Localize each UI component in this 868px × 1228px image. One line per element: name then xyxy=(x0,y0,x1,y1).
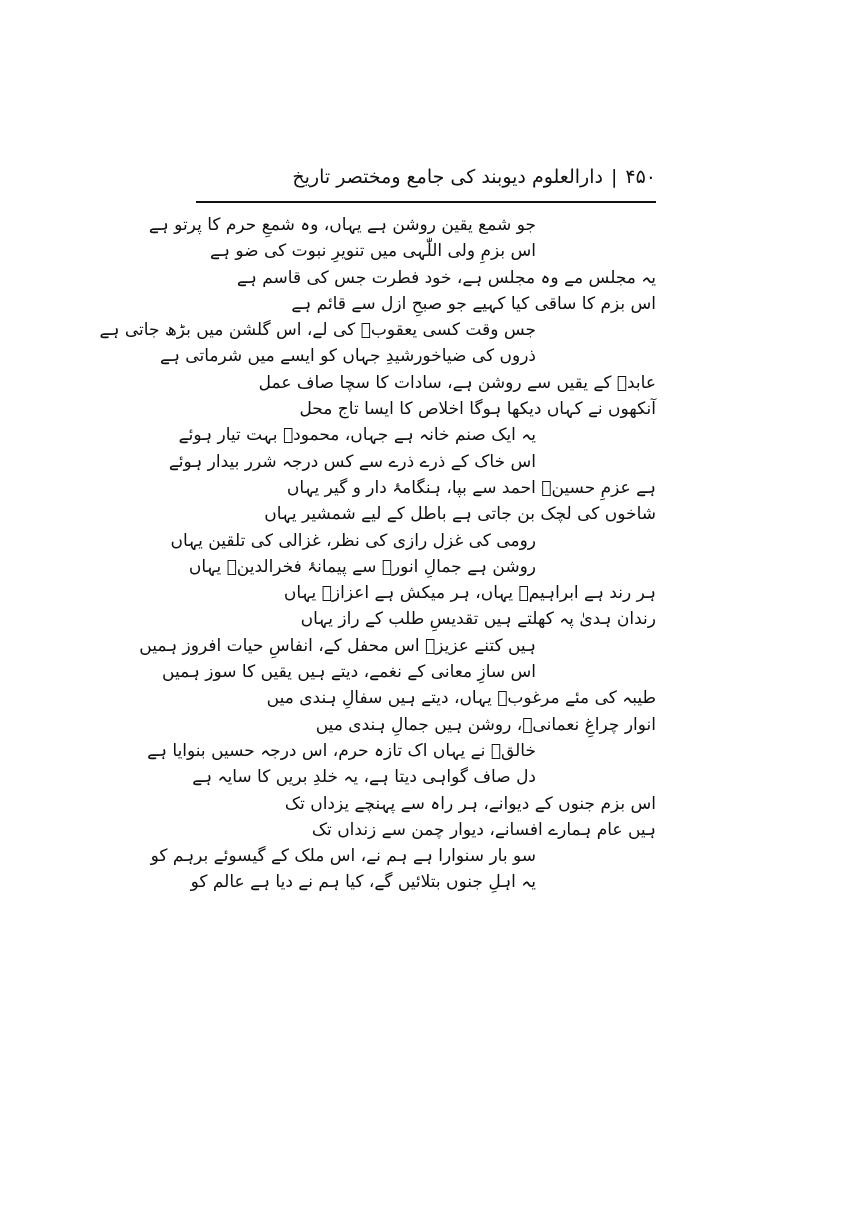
verse-line: یہ ایک صنم خانہ ہے جہاں، محمودؔ بہت تیار ہوئے xyxy=(178,425,536,446)
stanza xyxy=(139,633,656,686)
verse-line: دل صاف گواہی دیتا ہے، یہ خلدِ بریں کا سایہ ہے xyxy=(192,767,536,788)
verse-line: عابدؔ کے یقیں سے روشن ہے، سادات کا سچا صاف عمل xyxy=(258,372,656,393)
verse-line: اس سازِ معانی کے نغمے، دیتے ہیں یقیں کا سوز ہمیں xyxy=(162,662,536,683)
verse-line: یہ اہلِ جنوں بتلائیں گے، کیا ہم نے دیا ہے عالم کو xyxy=(190,872,536,893)
verse-line: اس خاک کے ذرے ذرے سے کس درجہ شرر بیدار ہوئے xyxy=(168,451,536,472)
running-title: دارالعلوم دیوبند کی جامع ومختصر تاریخ xyxy=(292,166,603,188)
stanza xyxy=(196,370,656,423)
verse-line: انوار چراغِ نعمانیؔ، روشن ہیں جمالِ ہندی میں xyxy=(315,714,656,735)
verse-line: اس بزم جنوں کے دیوانے، ہر راہ سے پہنچے یزداں تک xyxy=(284,793,656,814)
verse-line: طیبہ کی مئے مرغوبؔ یہاں، دیتے ہیں سفالِ ہندی میں xyxy=(266,688,656,709)
verse-line: رندان ہدیٰ پہ کھلتے ہیں تقدیسِ طلب کے راز یہاں xyxy=(300,609,656,630)
verse-line: ہر رند ہے ابراہیمؔ یہاں، ہر میکش ہے اعزازؔ یہاں xyxy=(283,583,656,604)
poem-body xyxy=(99,212,656,896)
verse-line: ہے عزمِ حسینؔ احمد سے بپا، ہنگامۂ دار و گیر یہاں xyxy=(286,477,656,498)
page-number: ۴۵۰ xyxy=(625,166,656,188)
stanza xyxy=(170,528,656,581)
verse-line: جو شمع یقین روشن ہے یہاں، وہ شمعِ حرم کا پرتو ہے xyxy=(148,215,536,235)
verse-line: روشن ہے جمالِ انورؔ سے پیمانۂ فخرالدینؔ یہاں xyxy=(188,556,536,577)
stanza xyxy=(148,212,656,265)
verse-line: اس بزم کا ساقی کیا کہیے جو صبحِ ازل سے قائم ہے xyxy=(291,293,656,314)
header-rule xyxy=(196,201,656,203)
stanza xyxy=(99,317,656,370)
verse-line: ہیں کتنے عزیزؔ اس محفل کے، انفاسِ حیات افروز ہمیں xyxy=(139,635,536,656)
verse-line: خالقؔ نے یہاں اک تازہ حرم، اس درجہ حسیں بنوایا ہے xyxy=(147,740,536,761)
stanza xyxy=(196,791,656,844)
stanza xyxy=(150,843,656,896)
stanza xyxy=(196,265,656,318)
stanza xyxy=(196,580,656,633)
stanza xyxy=(196,475,656,528)
verse-line: سو بار سنوارا ہے ہم نے، اس ملک کے گیسوئے برہم کو xyxy=(150,846,536,867)
verse-line: شاخوں کی لچک بن جاتی ہے باطل کے لیے شمشیر یہاں xyxy=(264,504,656,525)
stanza xyxy=(147,738,656,791)
verse-line: یہ مجلس مے وہ مجلس ہے، خود فطرت جس کی قاسم ہے xyxy=(236,267,656,288)
stanza xyxy=(196,685,656,738)
verse-line: اس بزمِ ولی اللّٰہی میں تنویرِ نبوت کی ضو ہے xyxy=(210,241,536,262)
verse-line: ذروں کی ضیاخورشیدِ جہاں کو ایسے میں شرماتی ہے xyxy=(159,346,536,367)
verse-line: ہیں عام ہمارے افسانے، دیوار چمن سے زنداں تک xyxy=(311,819,656,840)
verse-line: آنکھوں نے کہاں دیکھا ہوگا اخلاص کا ایسا تاج محل xyxy=(299,399,656,420)
verse-line: رومی کی غزل رازی کی نظر، غزالی کی تلقین یہاں xyxy=(170,530,536,551)
running-header xyxy=(196,160,656,194)
header-separator: | xyxy=(610,166,618,188)
stanza xyxy=(168,422,656,475)
verse-line: جس وقت کسی یعقوبؔ کی لے، اس گلشن میں بڑھ جاتی ہے xyxy=(99,320,536,341)
